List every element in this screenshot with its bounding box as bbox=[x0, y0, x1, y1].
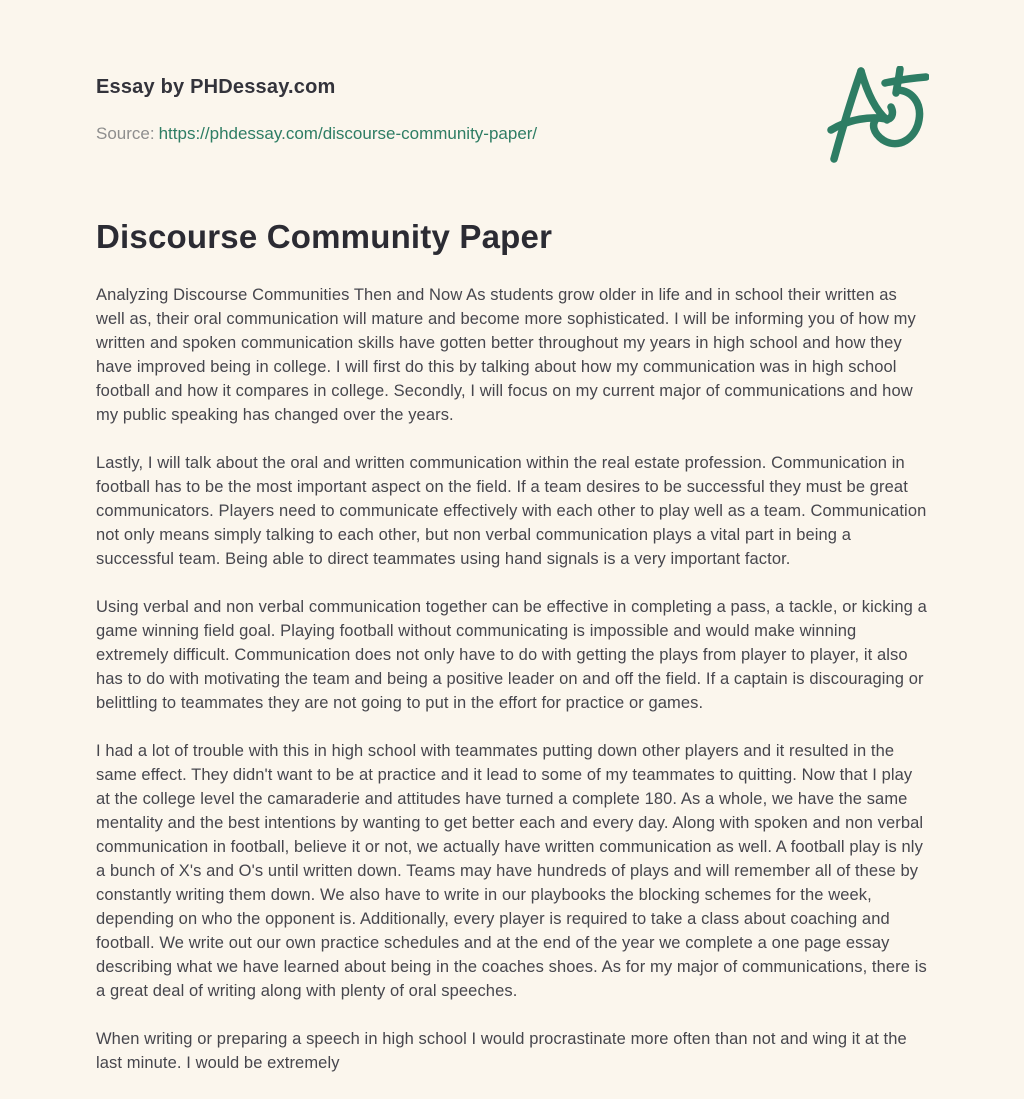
page-title: Discourse Community Paper bbox=[96, 218, 553, 255]
source-line bbox=[96, 124, 928, 144]
essay-paragraph: Lastly, I will talk about the oral and written communication within the real estate profession. Communication in football has to be the most important aspect on the field. If a team desires to be successful they must be great communicators. Players need to communicate effectively with each other to play well as a team. Communication not only means simply talking to each other, but non verbal communication plays a vital part in being a successful team. Being able to direct teammates using hand signals is a very important factor. bbox=[96, 454, 927, 568]
byline: Essay by PHDessay.com bbox=[96, 76, 336, 98]
content-column bbox=[96, 0, 928, 1099]
essay-paragraph: Using verbal and non verbal communication together can be effective in completing a pass, a tackle, or kicking a game winning field goal. Playing football without communicating is impossible and would make winning extremely difficult. Communication does not only have to do with getting the plays from player to player, it also has to do with motivating the team and being a positive leader on and off the field. If a captain is discouraging or belittling to teammates they are not going to put in the effort for practice or games. bbox=[96, 598, 927, 712]
essay-paragraph: Analyzing Discourse Communities Then and Now As students grow older in life and in school their written as well as, their oral communication will mature and become more sophisticated. I will be informing you of how my written and spoken communication skills have gotten better throughout my years in high school and how they have improved being in college. I will first do this by talking about how my communication was in high school football and how it compares in college. Secondly, I will focus on my current major of communications and how my public speaking has changed over the years. bbox=[96, 286, 916, 424]
essay-body bbox=[96, 283, 928, 1075]
essay-paragraph: I had a lot of trouble with this in high school with teammates putting down other players and it resulted in the same effect. They didn't want to be at practice and it lead to some of my teammates to quitting. Now that I play at the college level the camaraderie and attitudes have turned a complete 180. As a whole, we have the same mentality and the best intentions by wanting to get better each and every day. Along with spoken and non verbal communication in football, believe it or not, we actually have written communication as well. A football play is nly a bunch of X's and O's until written down. Teams may have hundreds of plays and will remember all of these by constantly writing them down. We also have to write in our playbooks the blocking schemes for the week, depending on who the opponent is. Additionally, every player is required to take a class about coaching and football. We write out our own practice schedules and at the end of the year we complete a one page essay describing what we have learned about being in the coaches shoes. As for my major of communications, there is a great deal of writing along with plenty of oral speeches. bbox=[96, 742, 927, 1000]
source-link[interactable]: https://phdessay.com/discourse-community-paper/ bbox=[158, 124, 538, 143]
essay-paragraph: When writing or preparing a speech in high school I would procrastinate more often than not and wing it at the last minute. I would be extremely bbox=[96, 1030, 907, 1072]
source-label: Source: bbox=[96, 124, 155, 143]
